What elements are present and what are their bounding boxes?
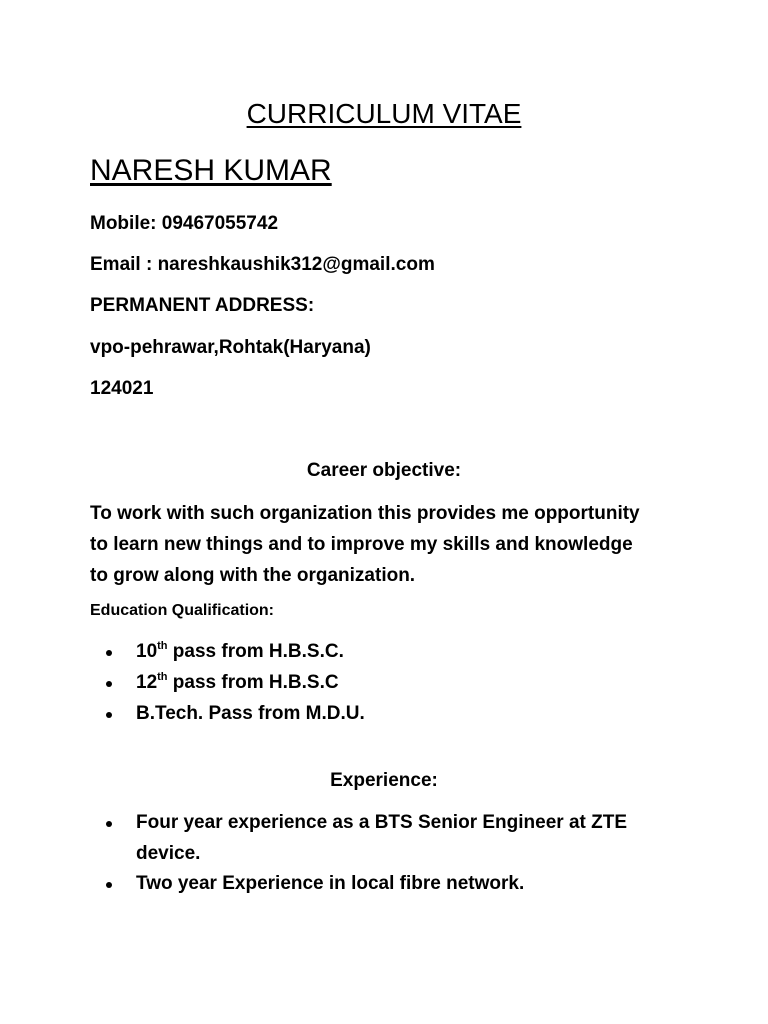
email-line: Email : nareshkaushik312@gmail.com bbox=[90, 254, 435, 275]
bullet-icon bbox=[106, 650, 112, 656]
career-objective-text bbox=[90, 498, 690, 591]
education-item-number: 12 bbox=[136, 672, 158, 693]
candidate-name: NARESH KUMAR bbox=[90, 154, 332, 187]
education-item-text: pass from H.B.S.C bbox=[167, 672, 339, 693]
mobile-line: Mobile: 09467055742 bbox=[90, 213, 279, 234]
address-label: PERMANENT ADDRESS: bbox=[90, 295, 315, 316]
education-item-text: pass from H.B.S.C. bbox=[167, 641, 344, 662]
document-title: CURRICULUM VITAE bbox=[246, 98, 522, 129]
pincode-line: 124021 bbox=[90, 378, 154, 399]
bullet-icon bbox=[106, 821, 112, 827]
education-item-number: 10 bbox=[136, 641, 158, 662]
experience-heading: Experience: bbox=[330, 770, 438, 791]
bullet-icon bbox=[106, 882, 112, 888]
career-objective-heading: Career objective: bbox=[306, 460, 462, 481]
address-line: vpo-pehrawar,Rohtak(Haryana) bbox=[90, 337, 371, 358]
education-item-text: B.Tech. Pass from M.D.U. bbox=[136, 703, 365, 724]
bullet-icon bbox=[106, 712, 112, 718]
education-heading: Education Qualification: bbox=[90, 602, 275, 619]
career-line: to grow along with the organization. bbox=[90, 565, 416, 586]
experience-item-text: device. bbox=[136, 843, 201, 864]
career-line: To work with such organization this provides me opportunity bbox=[90, 503, 640, 524]
career-line: to learn new things and to improve my skills and knowledge bbox=[90, 534, 633, 555]
bullet-icon bbox=[106, 681, 112, 687]
ordinal-suffix: th bbox=[157, 640, 168, 652]
experience-item-text: Two year Experience in local fibre network. bbox=[136, 873, 525, 894]
ordinal-suffix: th bbox=[157, 671, 168, 683]
experience-item-text: Four year experience as a BTS Senior Engineer at ZTE bbox=[136, 812, 628, 833]
